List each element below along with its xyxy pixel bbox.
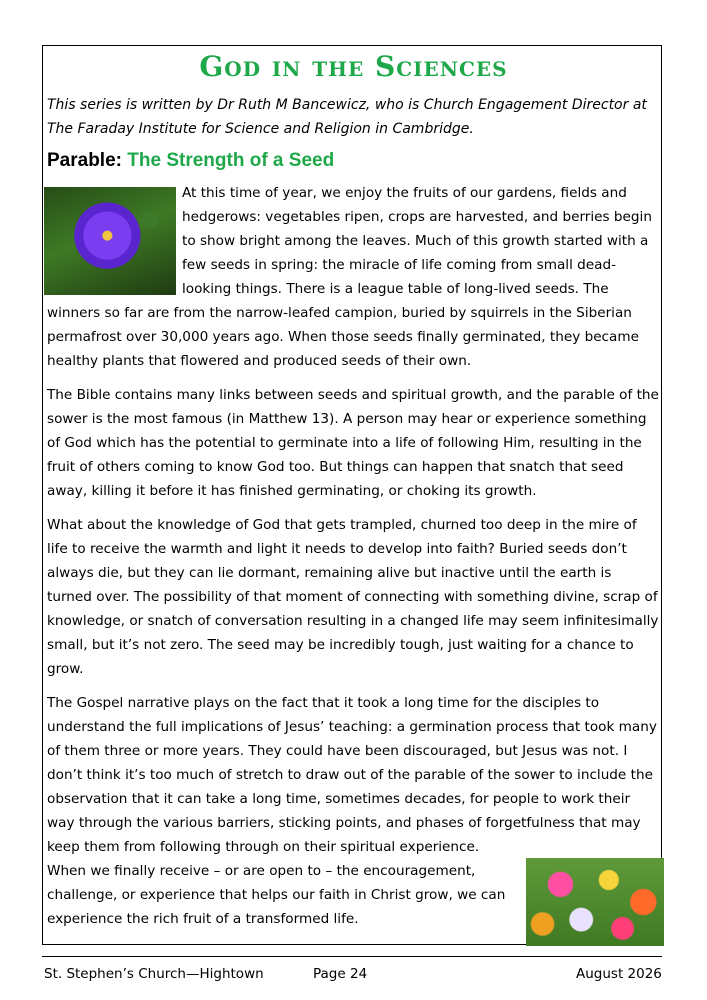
heading-title: The Strength of a Seed	[127, 150, 335, 171]
paragraph-2: The Bible contains many links between seeds and spiritual growth, and the parable of the sower is the most famous (in Matthew 13). A person may hear or experience something of God which has the potential to germinate into a life of following Him, resulting in the fruit of others coming to know God too. But things can happen that snatch that seed away, killing it before it has finished germinating, or choking its growth.	[47, 387, 659, 499]
page-title: God in the Sciences	[199, 50, 508, 83]
flower-garden-photo	[526, 858, 664, 946]
paragraph-1: At this time of year, we enjoy the fruits of our gardens, fields and hedgerows: vegetables ripen, crops are harvested, and berries begin to show bright among the leaves. Much of this growth started with a few seeds in spring: the miracle of life coming from small dead-looking things. There is a league table of long-lived seeds. The winners so far are from the narrow-leafed campion, buried by squirrels in the Siberian permafrost over 30,000 years ago. When those seeds finally germinated, they became healthy plants that flowered and produced seeds of their own.	[47, 185, 652, 369]
footer-page-number: Page 24	[313, 966, 368, 982]
paragraph-4: The Gospel narrative plays on the fact that it took a long time for the disciples to understand the full implications of Jesus’ teaching: a germination process that took many of them three or more years. They could have been discouraged, but Jesus was not. I don’t think it’s too much of stretch to draw out of the parable of the sower to include the observation that it can take a long time, sometimes decades, for people to work their way through the various barriers, sticking points, and phases of forgetfulness that may keep them from following through on their spiritual experience. When we finally receive – or are open to – the encouragement, challenge, or experience that helps our faith in Christ grow, we can experience the rich fruit of a transformed life.	[47, 695, 657, 927]
footer-date: August 2026	[576, 966, 662, 982]
footer-church: St. Stephen’s Church—Hightown	[44, 966, 264, 982]
image-spacer	[47, 181, 182, 291]
series-intro: This series is written by Dr Ruth M Bancewicz, who is Church Engagement Director at The Faraday Institute for Science and Religion in Cambridge.	[47, 97, 647, 137]
heading-label: Parable:	[47, 150, 128, 171]
article-body	[47, 181, 659, 941]
paragraph-3: What about the knowledge of God that gets trampled, churned too deep in the mire of life to receive the warmth and light it needs to develop into faith? Buried seeds don’t always die, but they can lie dormant, remaining alive but inactive until the earth is turned over. The possibility of that moment of connecting with something divine, scrap of knowledge, or snatch of conversation resulting in a changed life may seem infinitesimally small, but it’s not zero. The seed may be incredibly tough, just waiting for a chance to grow.	[47, 517, 659, 677]
article-heading	[47, 150, 334, 172]
footer-divider	[42, 956, 662, 957]
